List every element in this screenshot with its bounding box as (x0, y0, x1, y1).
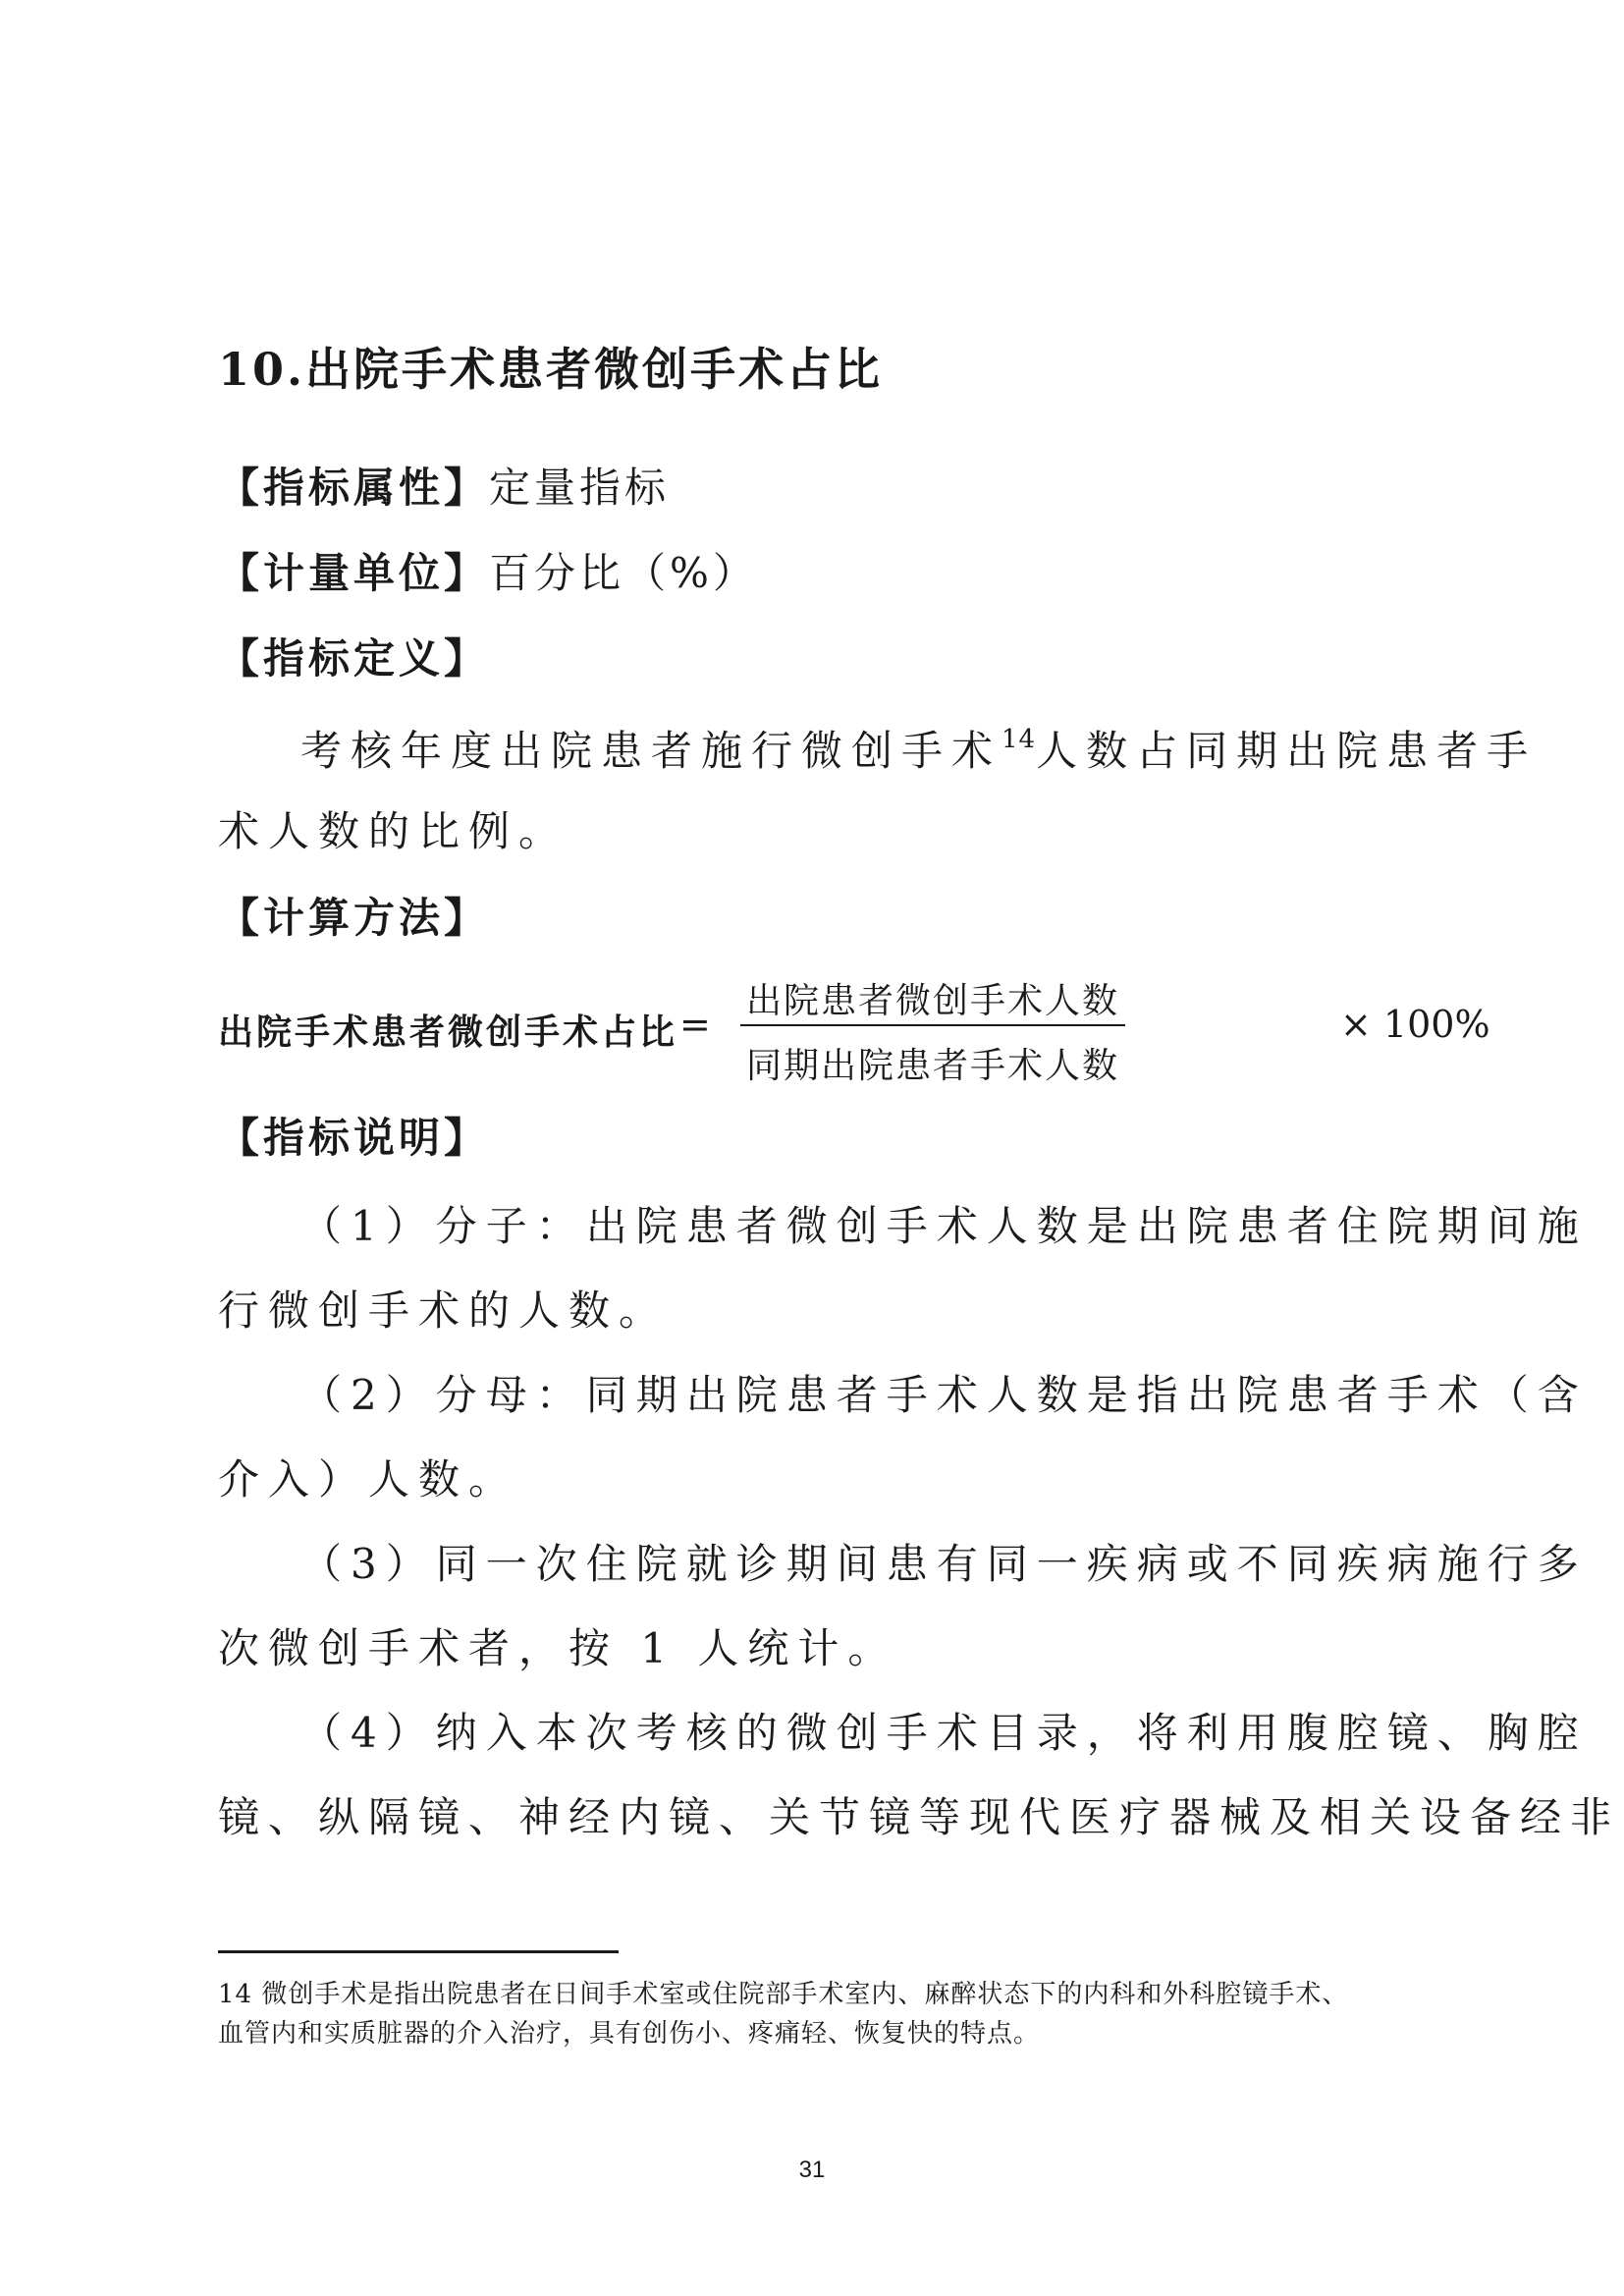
footnote-line-2: 血管内和实质脏器的介入治疗，具有创伤小、疼痛轻、恢复快的特点。 (218, 2019, 1041, 2049)
unit-value: 百分比（%） (489, 549, 758, 597)
calculation-formula (218, 967, 1490, 1086)
footnote-separator (218, 1950, 619, 1953)
section-title: 10.出院手术患者微创手术占比 (218, 343, 884, 396)
explanation-item-2-line-2: 介入）人数。 (218, 1455, 519, 1503)
definition-text-line-1: 考核年度出院患者施行微创手术$^{14}$人数占同期出院患者手 (300, 725, 1538, 775)
formula-denominator: 同期出院患者手术人数 (745, 1046, 1119, 1086)
unit-label: 【计量单位】 (218, 549, 490, 597)
definition-row (218, 634, 490, 683)
definition-label: 【指标定义】 (218, 634, 490, 683)
explanation-item-2-line-1: （2）分母：同期出院患者手术人数是指出院患者手术（含 (300, 1371, 1588, 1419)
explanation-row (218, 1114, 490, 1162)
attribute-row (218, 464, 671, 512)
explanation-item-3-line-1: （3）同一次住院就诊期间患有同一疾病或不同疾病施行多 (300, 1540, 1588, 1588)
definition-text-line-2: 术人数的比例。 (218, 807, 569, 855)
explanation-item-1-line-1: （1）分子：出院患者微创手术人数是出院患者住院期间施 (300, 1202, 1588, 1250)
calculation-label: 【计算方法】 (218, 894, 490, 942)
calculation-row (218, 894, 490, 942)
explanation-label: 【指标说明】 (218, 1114, 490, 1162)
explanation-item-4-line-2: 镜、纵隔镜、神经内镜、关节镜等现代医疗器械及相关设备经非 (218, 1793, 1621, 1841)
formula-multiplier: × 100% (1340, 1003, 1490, 1046)
fraction-bar (740, 1024, 1125, 1026)
attribute-value: 定量指标 (489, 464, 671, 512)
footnote-line-1: 14 微创手术是指出院患者在日间手术室或住院部手术室内、麻醉状态下的内科和外科腔镜手术、 (218, 1980, 1349, 2009)
formula-left-term: 出院手术患者微创手术占比 (218, 1011, 678, 1053)
explanation-item-4-line-1: （4）纳入本次考核的微创手术目录，将利用腹腔镜、胸腔 (300, 1709, 1588, 1757)
footnote-reference[interactable]: 14 (1001, 725, 1037, 754)
explanation-item-3-line-2: 次微创手术者，按 1 人统计。 (218, 1624, 898, 1672)
explanation-item-1-line-2: 行微创手术的人数。 (218, 1286, 670, 1335)
formula-equals: = (679, 1003, 711, 1046)
page-number: 31 (798, 2157, 826, 2183)
formula-numerator: 出院患者微创手术人数 (745, 981, 1119, 1021)
attribute-label: 【指标属性】 (218, 464, 490, 512)
unit-row (218, 549, 758, 597)
